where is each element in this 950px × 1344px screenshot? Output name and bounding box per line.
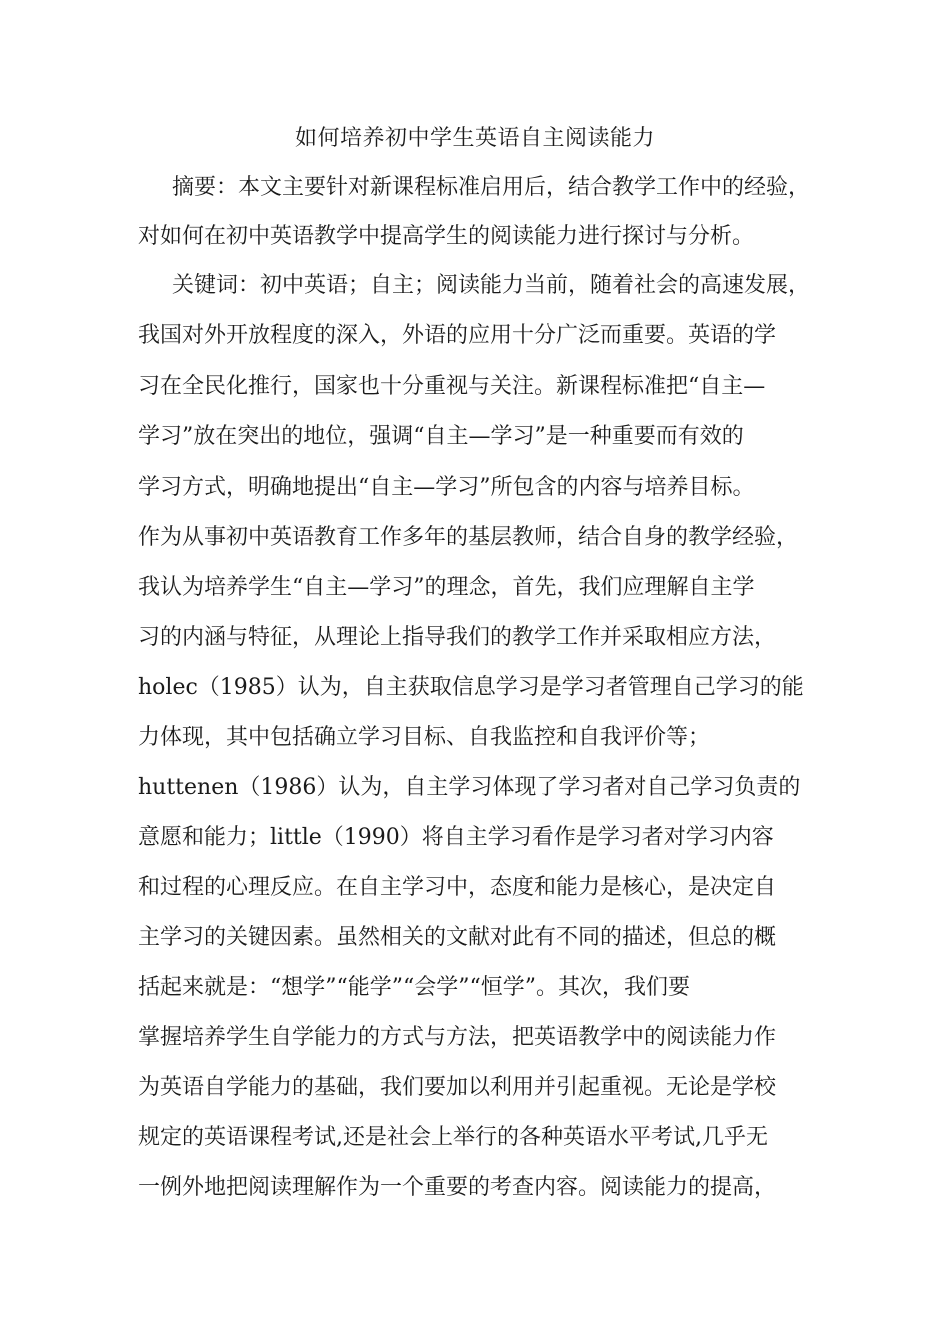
paragraph-line: 习在全民化推行，国家也十分重视与关注。新课程标准把“自主— — [138, 374, 766, 399]
paragraph-line: 学习”放在突出的地位，强调“自主—学习”是一种重要而有效的 — [138, 424, 744, 449]
paragraph-line: 一例外地把阅读理解作为一个重要的考查内容。阅读能力的提高， — [138, 1175, 777, 1200]
paragraph-line: holec（1985）认为，自主获取信息学习是学习者管理自己学习的能 — [138, 675, 804, 700]
paragraph-line: 括起来就是：“想学”“能学”“会学”“恒学”。其次，我们要 — [138, 975, 690, 1000]
paragraph-line: 关键词：初中英语；自主；阅读能力当前，随着社会的高速发展， — [172, 273, 811, 298]
paragraph-line: 我国对外开放程度的深入，外语的应用十分广泛而重要。英语的学 — [138, 323, 777, 348]
paragraph-line: 对如何在初中英语教学中提高学生的阅读能力进行探讨与分析。 — [138, 224, 755, 249]
paragraph-line: 我认为培养学生“自主—学习”的理念，首先，我们应理解自主学 — [138, 575, 755, 600]
paragraph-line: 学习方式，明确地提出“自主—学习”所包含的内容与培养目标。 — [138, 475, 755, 500]
paragraph-line: 力体现，其中包括确立学习目标、自我监控和自我评价等； — [138, 725, 711, 750]
paragraph-line: 和过程的心理反应。在自主学习中，态度和能力是核心，是决定自 — [138, 875, 777, 900]
paragraph-line: huttenen（1986）认为，自主学习体现了学习者对自己学习负责的 — [138, 775, 801, 800]
paragraph-line: 意愿和能力；little（1990）将自主学习看作是学习者对学习内容 — [138, 825, 774, 850]
paragraph-line: 规定的英语课程考试,还是社会上举行的各种英语水平考试,几乎无 — [138, 1125, 768, 1150]
paragraph-line: 掌握培养学生自学能力的方式与方法，把英语教学中的阅读能力作 — [138, 1025, 777, 1050]
paragraph-line: 习的内涵与特征，从理论上指导我们的教学工作并采取相应方法， — [138, 625, 777, 650]
paragraph-line: 主学习的关键因素。虽然相关的文献对此有不同的描述，但总的概 — [138, 925, 777, 950]
paragraph-line: 摘要：本文主要针对新课程标准启用后，结合教学工作中的经验， — [172, 175, 811, 200]
paragraph-line: 为英语自学能力的基础，我们要加以利用并引起重视。无论是学校 — [138, 1075, 777, 1100]
document-title: 如何培养初中学生英语自主阅读能力 — [294, 126, 655, 151]
paragraph-line: 作为从事初中英语教育工作多年的基层教师，结合自身的教学经验， — [138, 525, 799, 550]
